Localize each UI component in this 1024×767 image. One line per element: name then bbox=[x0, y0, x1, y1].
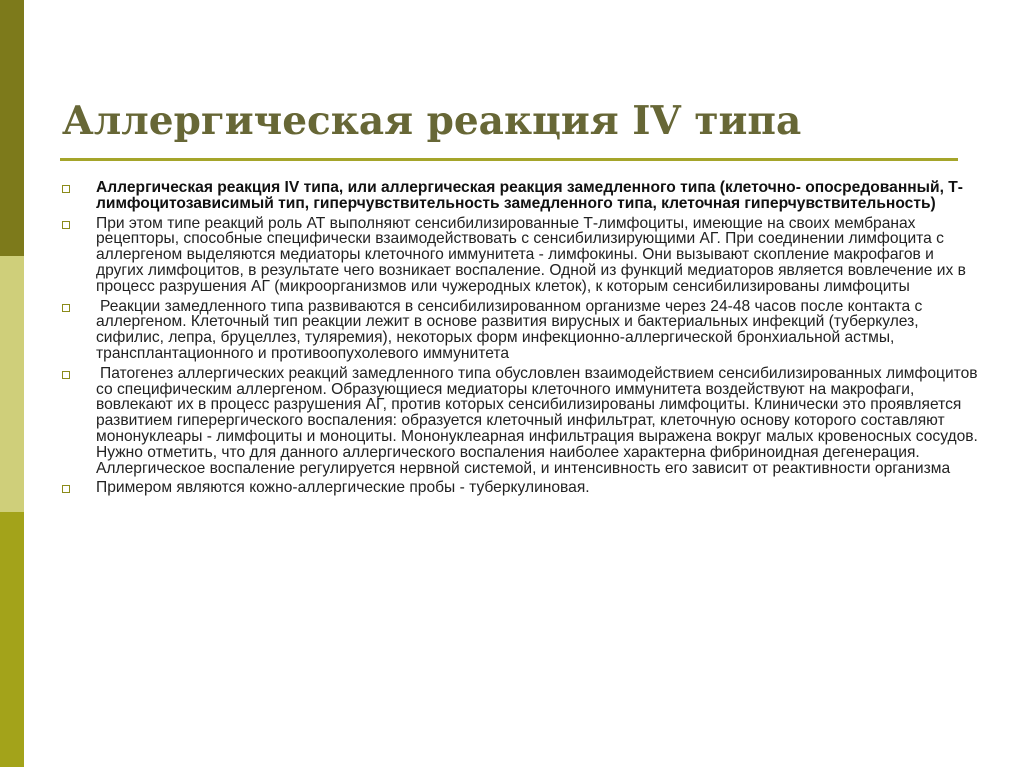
accent-bar-segment-bottom bbox=[0, 512, 24, 767]
hollow-square-icon bbox=[62, 221, 70, 229]
hollow-square-icon bbox=[62, 371, 70, 379]
left-accent-bar bbox=[0, 0, 24, 767]
bullet-list bbox=[62, 180, 982, 496]
bullet-text: Реакции замедленного типа развиваются в сенсибилизированном организме через 24-48 часов после контакта с аллергеном. Клеточный тип реакции лежит в основе развития вирусных и бактериальных инфекций (туберкулез, сифилис, лепра, бруцеллез, туляремия), некоторых форм инфекционно-аллергической бронхиальной астмы, трансплантационного и противоопухолевого иммунитета bbox=[96, 297, 923, 362]
hollow-square-icon bbox=[62, 485, 70, 493]
bullet-text: При этом типе реакций роль АТ выполняют сенсибилизированные Т-лимфоциты, имеющие на своих мембранах рецепторы, способные специфически взаимодействовать с сенсибилизирующими АГ. При соединении лимфоцита с аллергеном выделяются медиаторы клеточного иммунитета - лимфокины. Они вызывают скопление макрофагов и других лимфоцитов, в результате чего возникает воспаление. Одной из функций медиаторов является вовлечение их в процесс разрушения АГ (микроорганизмов или чужеродных клеток), к которым сенсибилизированы лимфоциты bbox=[96, 214, 966, 295]
accent-bar-segment-top bbox=[0, 0, 24, 256]
bullet-text: Аллергическая реакция IV типа, или аллергическая реакция замедленного типа (клеточно- опосредованный, Т- лимфоцитозависимый тип, гиперчувствительность замедленного типа, клеточная гиперчувствительность) bbox=[96, 179, 963, 212]
bullet-text: Патогенез аллергических реакций замедленного типа обусловлен взаимодействием сенсибилизированных лимфоцитов со специфическим аллергеном. Образующиеся медиаторы клеточного иммунитета воздействуют на макрофаги, вовлекают их в процесс разрушения АГ, против которых сенсибилизированы лимфоциты. Клинически это проявляется развитием гиперергического воспаления: образуется клеточный инфильтрат, клеточную основу которого составляют мононуклеары - лимфоциты и моноциты. Мононуклеарная инфильтрация выражена вокруг малых кровеносных сосудов. Нужно отметить, что для данного аллергического воспаления наиболее характерна фибриноидная дегенерация. Аллергическое воспаление регулируется нервной системой, и интенсивность его зависит от реактивности организма bbox=[96, 364, 978, 477]
bullet-item bbox=[62, 299, 982, 362]
bullet-item bbox=[62, 180, 982, 212]
bullet-text: Примером являются кожно-аллергические пробы - туберкулиновая. bbox=[96, 479, 590, 497]
bullet-item bbox=[62, 480, 982, 496]
slide-title: Аллергическая реакция IV типа bbox=[62, 98, 802, 144]
bullet-item bbox=[62, 216, 982, 295]
accent-bar-segment-middle bbox=[0, 256, 24, 512]
bullet-item bbox=[62, 366, 982, 477]
hollow-square-icon bbox=[62, 304, 70, 312]
title-divider bbox=[60, 158, 958, 161]
hollow-square-icon bbox=[62, 185, 70, 193]
